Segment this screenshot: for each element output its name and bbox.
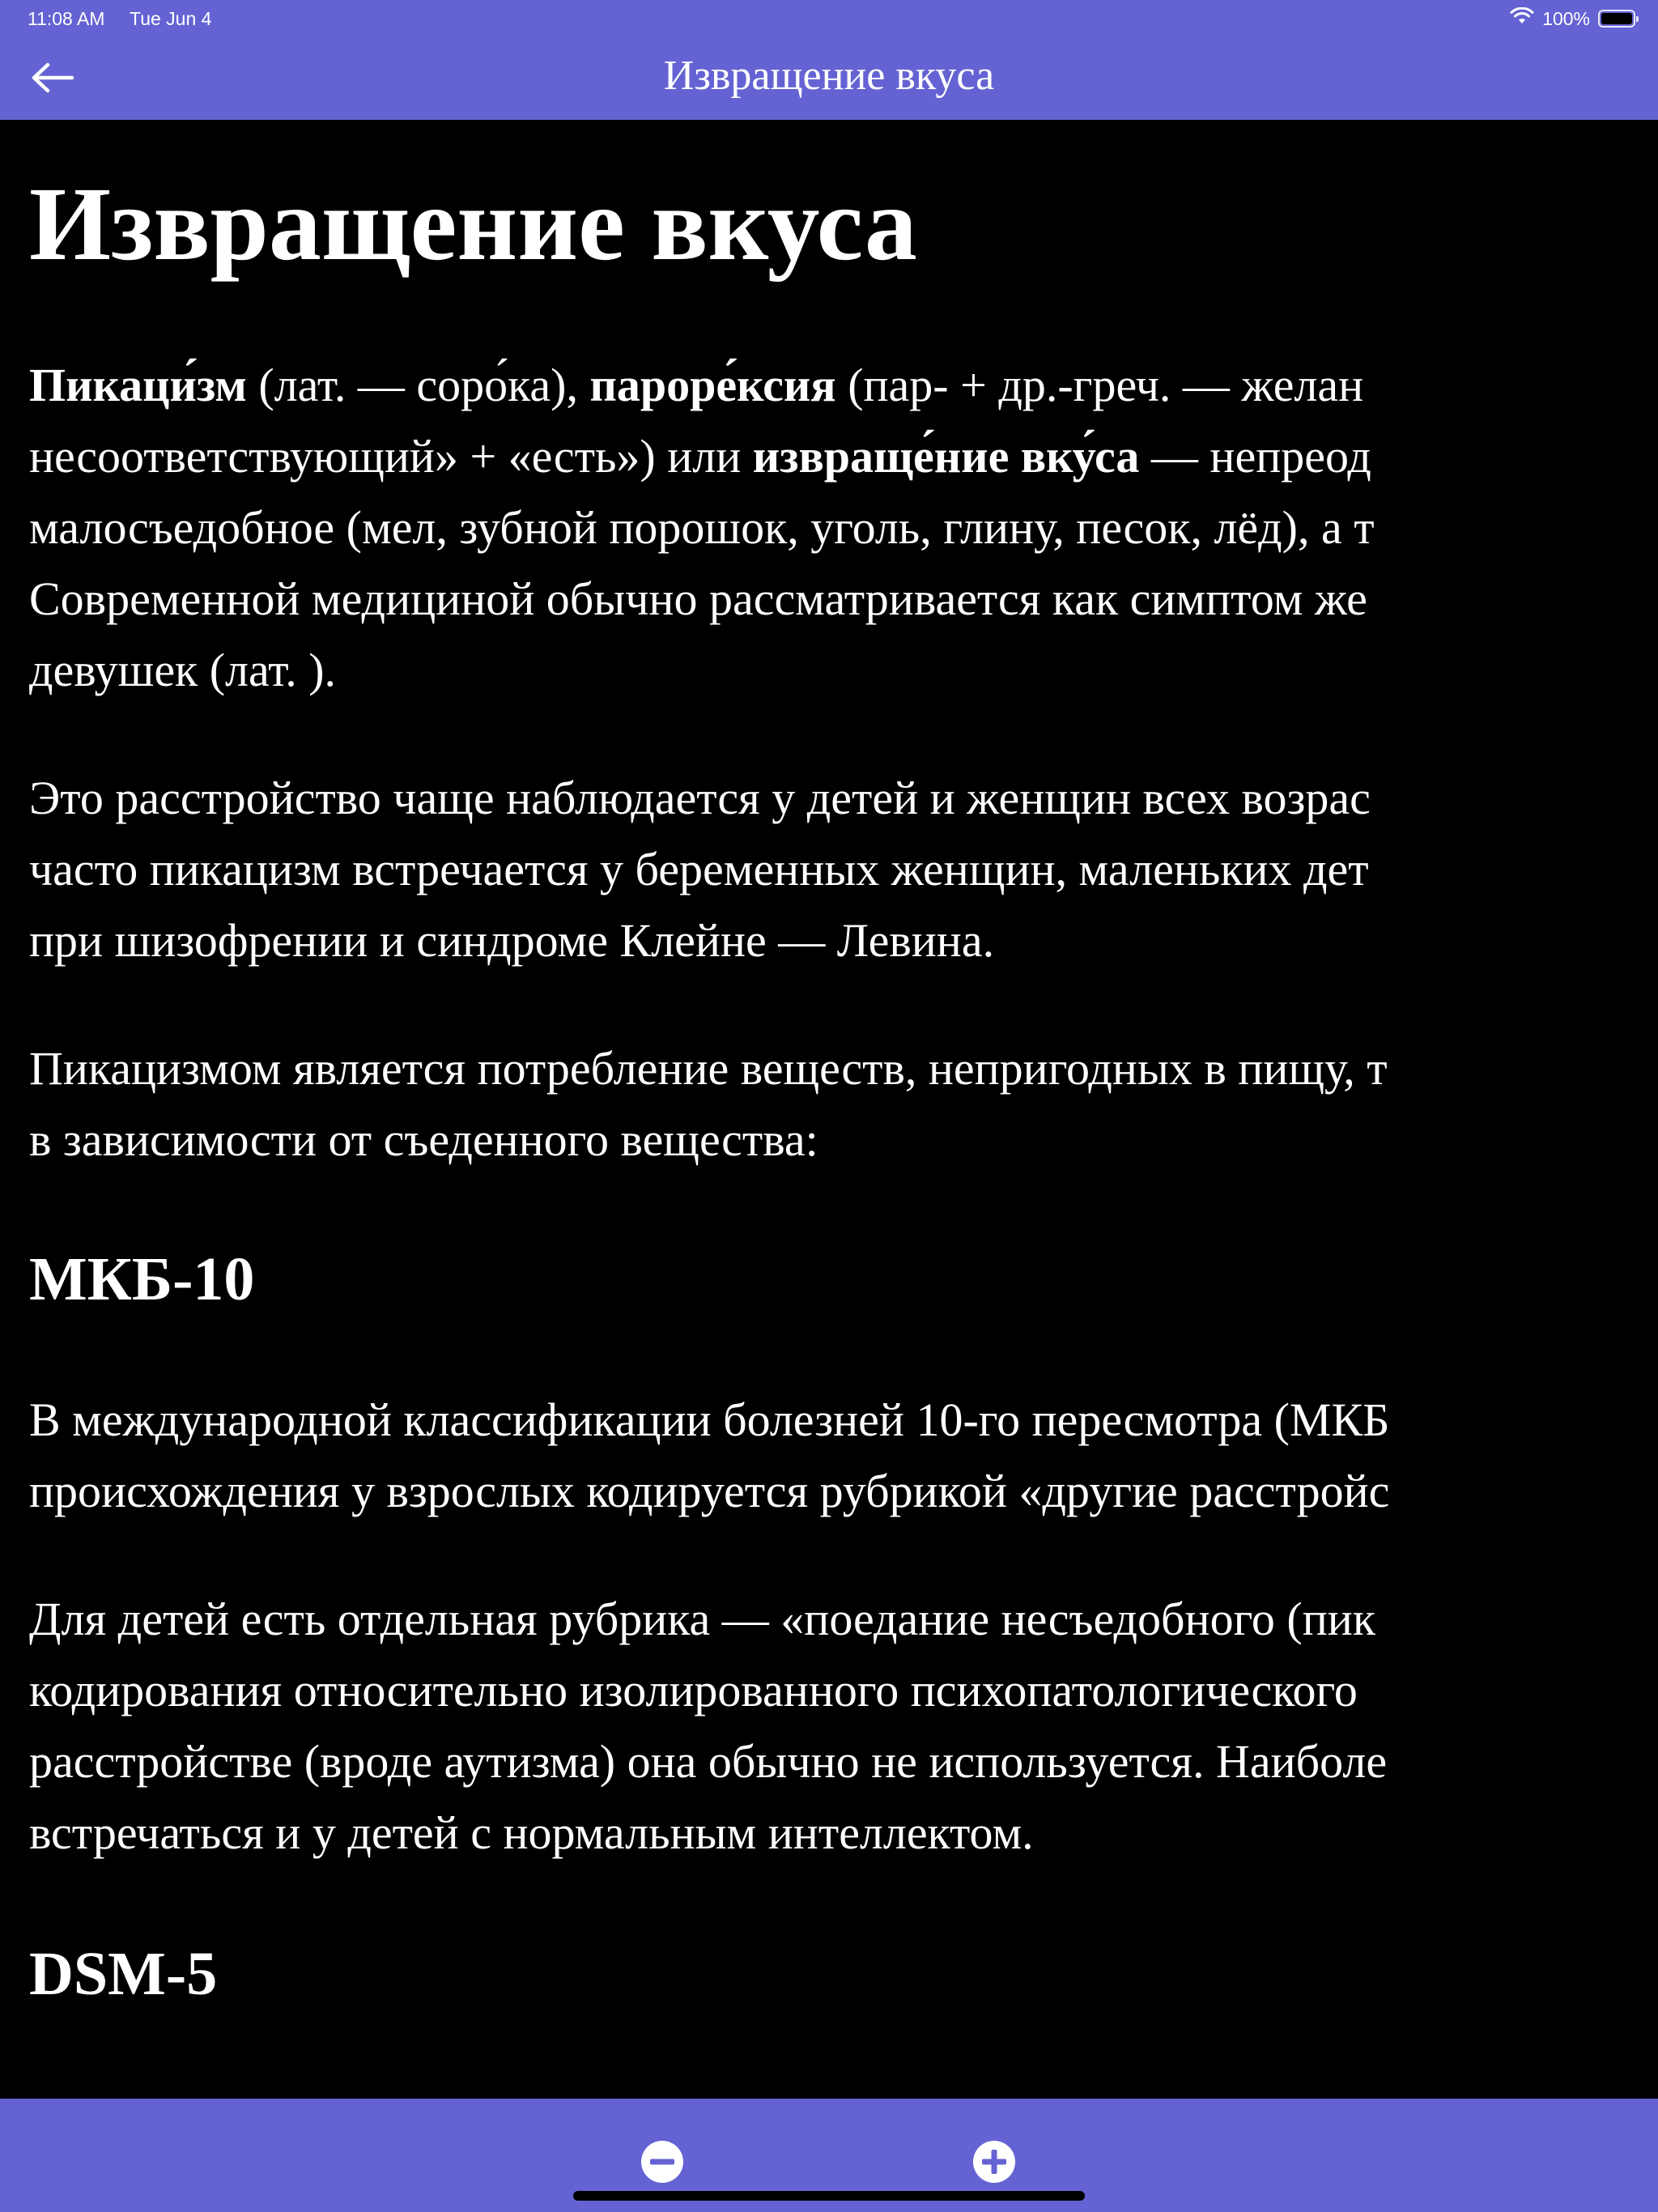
page-title: Извращение вкуса — [29, 166, 917, 283]
term-bold: пароре́ксия — [589, 359, 836, 411]
paragraph-line — [29, 350, 1658, 421]
paragraph-line: Для детей есть отдельная рубрика — «поедание несъедобного (пик — [29, 1593, 1375, 1645]
paragraph-types — [29, 1033, 1658, 1176]
zoom-out-button[interactable] — [638, 2138, 687, 2186]
article-body — [29, 120, 1658, 2014]
text-span: (лат. — соро́ка), — [246, 359, 590, 411]
paragraph-prevalence — [29, 763, 1658, 976]
paragraph-children — [29, 1584, 1658, 1869]
term-bold: Пикаци́зм — [29, 359, 247, 411]
paragraph-line: часто пикацизм встречается у беременных женщин, маленьких дет — [29, 843, 1369, 895]
nav-title: Извращение вкуса — [663, 53, 995, 99]
paragraph-line: Современной медициной обычно рассматривается как симптом же — [29, 572, 1367, 625]
zoom-in-button[interactable] — [970, 2138, 1018, 2186]
status-time: 11:08 AM — [28, 8, 105, 29]
paragraph-line: Это расстройство чаще наблюдается у детей и женщин всех возрас — [29, 772, 1371, 824]
paragraph-line: встречаться и у детей с нормальным интеллектом. — [29, 1806, 1034, 1859]
status-right — [1510, 6, 1635, 31]
paragraph-line: девушек (лат. ). — [29, 644, 337, 696]
paragraph-line: В международной классификации болезней 10-го пересмотра (МКБ — [29, 1393, 1390, 1446]
text-span: — непреод — [1139, 430, 1371, 483]
wifi-icon — [1510, 7, 1534, 30]
home-indicator[interactable] — [573, 2191, 1085, 2201]
text-span: (пар- + др.-греч. — желан — [835, 359, 1364, 411]
term-bold: извраще́ние вку́са — [752, 430, 1140, 483]
paragraph-intro — [29, 350, 1658, 706]
paragraph-line: Пикацизмом является потребление веществ, непригодных в пищу, т — [29, 1042, 1388, 1095]
top-bar — [0, 0, 1658, 120]
bottom-toolbar — [0, 2099, 1658, 2212]
paragraph-line — [29, 421, 1658, 492]
paragraph-line: малосъедобное (мел, зубной порошок, уголь, глину, песок, лёд), а т — [29, 501, 1375, 554]
article-content[interactable] — [0, 120, 1658, 2099]
paragraph-line: кодирования относительно изолированного психопатологического — [29, 1664, 1358, 1716]
battery-icon — [1598, 10, 1635, 28]
text-span: несоответствующий» + «есть») или — [29, 430, 753, 483]
paragraph-line: в зависимости от съеденного вещества: — [29, 1113, 818, 1166]
paragraph-line: при шизофрении и синдроме Клейне — Левина. — [29, 914, 995, 967]
minus-circle-icon — [638, 2138, 687, 2186]
paragraph-line: происхождения у взрослых кодируется рубрикой «другие расстройс — [29, 1465, 1390, 1517]
paragraph-icd10 — [29, 1385, 1658, 1527]
section-heading-icd10: МКБ-10 — [29, 1245, 255, 1313]
paragraph-line: расстройстве (вроде аутизма) она обычно не используется. Наиболе — [29, 1735, 1388, 1788]
battery-percent: 100% — [1542, 7, 1590, 29]
plus-circle-icon — [970, 2138, 1018, 2186]
section-heading-dsm5: DSM-5 — [29, 1940, 218, 2008]
status-date: Tue Jun 4 — [130, 8, 212, 29]
